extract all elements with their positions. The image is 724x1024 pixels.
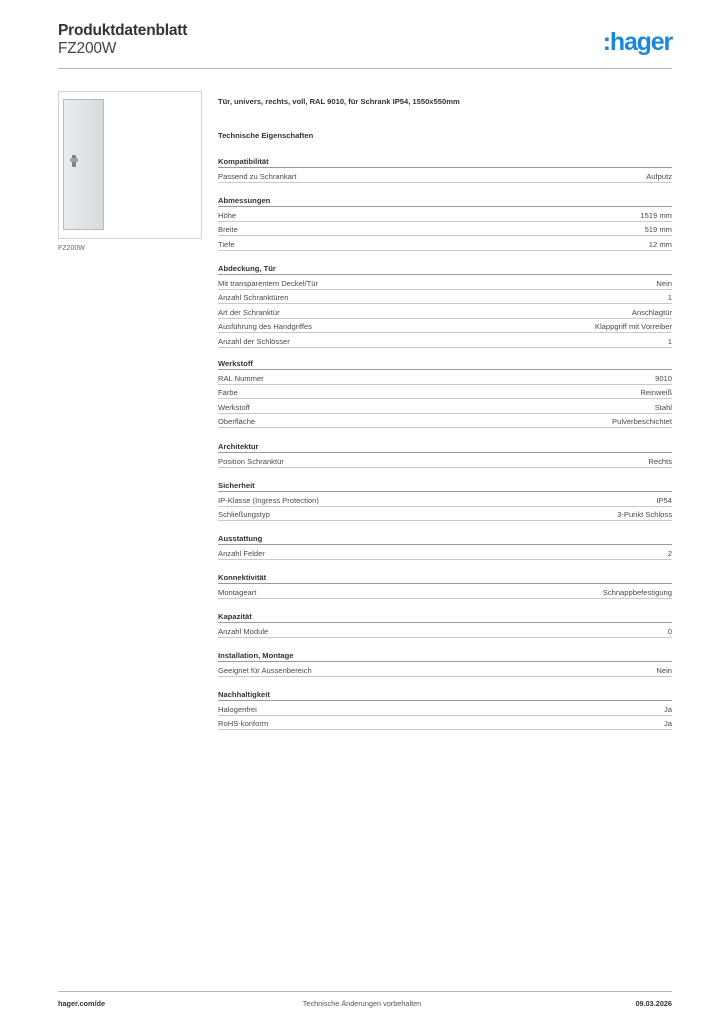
property-section	[218, 649, 672, 677]
property-label: Position Schranktür	[218, 456, 284, 466]
property-row	[218, 222, 672, 237]
property-value: 519 mm	[644, 225, 672, 235]
property-section	[218, 440, 672, 468]
product-image	[58, 91, 202, 239]
property-value: Pulverbeschichtet	[612, 417, 672, 427]
property-value: Reinweiß	[640, 388, 672, 398]
product-code: FZ200W	[58, 40, 117, 57]
section-title: Werkstoff	[218, 357, 672, 370]
property-row	[218, 304, 672, 319]
door-panel-illustration	[63, 99, 104, 230]
section-title: Abdeckung, Tür	[218, 262, 672, 275]
property-row	[218, 385, 672, 400]
property-section	[218, 194, 672, 251]
property-row	[218, 414, 672, 429]
property-row	[218, 453, 672, 468]
property-section	[218, 532, 672, 560]
section-title: Kompatibilität	[218, 155, 672, 168]
property-row	[218, 319, 672, 334]
property-label: Tiefe	[218, 239, 235, 249]
property-section	[218, 262, 672, 348]
property-label: RoHS-konform	[218, 719, 269, 729]
section-title: Nachhaltigkeit	[218, 688, 672, 701]
property-row	[218, 662, 672, 677]
property-label: Anzahl Module	[218, 626, 269, 636]
section-title: Kapazität	[218, 610, 672, 623]
property-value: 12 mm	[648, 239, 672, 249]
property-label: Halogenfrei	[218, 704, 257, 714]
section-title: Sicherheit	[218, 479, 672, 492]
property-label: Mit transparentem Deckel/Tür	[218, 278, 319, 288]
property-value: Nein	[656, 278, 672, 288]
property-label: Breite	[218, 225, 238, 235]
section-title: Ausstattung	[218, 532, 672, 545]
property-value: Ja	[663, 704, 672, 714]
image-caption: FZ200W	[58, 245, 85, 252]
section-title: Installation, Montage	[218, 649, 672, 662]
property-value: 9010	[655, 373, 672, 383]
property-row	[218, 623, 672, 638]
property-label: Anzahl Felder	[218, 548, 265, 558]
property-row	[218, 207, 672, 222]
property-section	[218, 688, 672, 730]
property-label: Anzahl der Schlösser	[218, 336, 290, 346]
property-value: Stahl	[654, 402, 672, 412]
property-value: Schnappbefestigung	[602, 587, 672, 597]
product-description: Tür, univers, rechts, voll, RAL 9010, für Schrank IP54, 1550x550mm	[218, 97, 460, 106]
property-label: Art der Schranktür	[218, 307, 280, 317]
header-divider	[58, 68, 672, 69]
property-value: Rechts	[648, 456, 672, 466]
technical-properties-title: Technische Eigenschaften	[218, 131, 314, 140]
section-title: Konnektivität	[218, 571, 672, 584]
section-title: Architektur	[218, 440, 672, 453]
property-label: Passend zu Schrankart	[218, 171, 297, 181]
property-label: Werkstoff	[218, 402, 250, 412]
property-value: Klappgriff mit Vorreiber	[594, 322, 672, 332]
property-label: Montageart	[218, 587, 257, 597]
property-label: Farbe	[218, 388, 238, 398]
property-section	[218, 610, 672, 638]
hager-logo: :hager	[602, 28, 672, 56]
property-label: Schließungstyp	[218, 510, 270, 520]
property-label: IP-Klasse (Ingress Protection)	[218, 495, 319, 505]
property-row	[218, 492, 672, 507]
property-value: 2	[667, 548, 672, 558]
property-row	[218, 507, 672, 522]
property-value: IP54	[656, 495, 672, 505]
property-row	[218, 584, 672, 599]
footer-divider	[58, 991, 672, 992]
property-row	[218, 545, 672, 560]
property-value: 1	[667, 336, 672, 346]
property-row	[218, 716, 672, 731]
property-section	[218, 479, 672, 521]
property-label: Anzahl Schranktüren	[218, 293, 289, 303]
property-value: 1	[667, 293, 672, 303]
header	[58, 20, 672, 70]
document-title: Produktdatenblatt	[58, 22, 188, 39]
section-title: Abmessungen	[218, 194, 672, 207]
property-row	[218, 168, 672, 183]
property-row	[218, 399, 672, 414]
property-section	[218, 571, 672, 599]
property-section	[218, 155, 672, 183]
property-row	[218, 275, 672, 290]
property-label: Oberfläche	[218, 417, 256, 427]
property-row	[218, 236, 672, 251]
property-value: Aufputz	[646, 171, 672, 181]
property-row	[218, 701, 672, 716]
property-section	[218, 357, 672, 428]
property-label: Ausführung des Handgriffes	[218, 322, 312, 332]
footer-date: 09.03.2026	[635, 999, 672, 1008]
door-lock-icon	[70, 158, 78, 162]
footer-website-link[interactable]: hager.com/de	[58, 999, 106, 1008]
property-row	[218, 290, 672, 305]
property-value: Nein	[656, 665, 672, 675]
footer-disclaimer: Technische Änderungen vorbehalten	[302, 999, 422, 1008]
property-value: 1519 mm	[640, 210, 672, 220]
property-label: Höhe	[218, 210, 237, 220]
property-value: 0	[667, 626, 672, 636]
property-row	[218, 370, 672, 385]
property-value: Anschlagtür	[631, 307, 672, 317]
property-value: Ja	[663, 719, 672, 729]
property-label: Geeignet für Aussenbereich	[218, 665, 312, 675]
property-row	[218, 333, 672, 348]
property-value: 3-Punkt Schloss	[617, 510, 672, 520]
property-label: RAL Nummer	[218, 373, 264, 383]
